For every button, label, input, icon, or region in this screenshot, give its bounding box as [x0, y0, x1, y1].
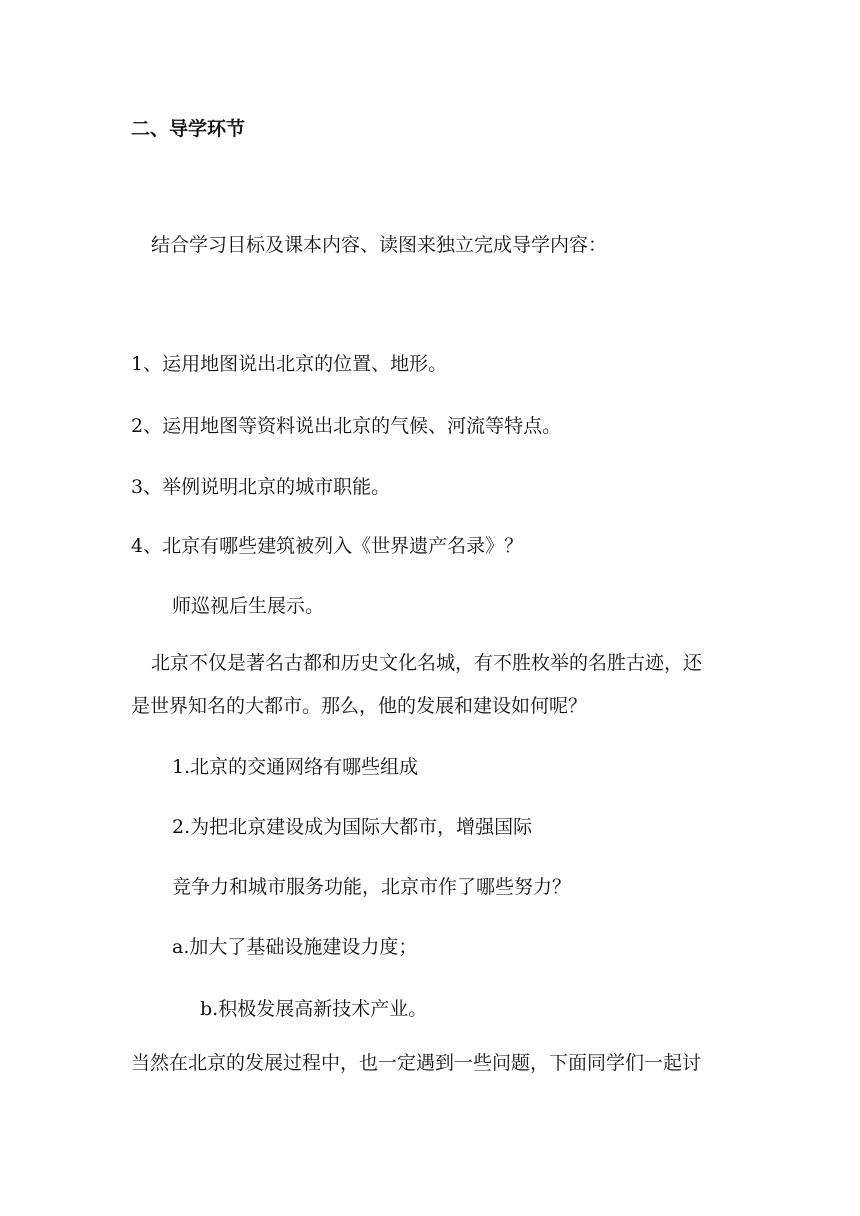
sub-question-2-line-2: 竞争力和城市服务功能，北京市作了哪些努力？ — [172, 876, 572, 898]
answer-a: a.加大了基础设施建设力度； — [172, 936, 418, 958]
paragraph-line-2: 是世界知名的大都市。那么，他的发展和建设如何呢？ — [131, 695, 588, 717]
answer-b: b.积极发展高新技术产业。 — [200, 998, 428, 1020]
section-heading: 二、导学环节 — [131, 118, 246, 140]
question-2: 2、运用地图等资料说出北京的气候、河流等特点。 — [131, 415, 562, 437]
question-3: 3、举例说明北京的城市职能。 — [131, 476, 391, 498]
teacher-note: 师巡视后生展示。 — [172, 595, 325, 617]
question-1: 1、运用地图说出北京的位置、地形。 — [131, 353, 448, 375]
sub-question-2-line-1: 2.为把北京建设成为国际大都市，增强国际 — [172, 816, 533, 838]
intro-text: 结合学习目标及课本内容、读图来独立完成导学内容： — [151, 234, 608, 256]
closing-text: 当然在北京的发展过程中，也一定遇到一些问题，下面同学们一起讨 — [131, 1052, 702, 1074]
paragraph-line-1: 北京不仅是著名古都和历史文化名城，有不胜枚举的名胜古迹，还 — [151, 652, 703, 674]
sub-question-1: 1.北京的交通网络有哪些组成 — [172, 756, 419, 778]
question-4: 4、北京有哪些建筑被列入《世界遗产名录》？ — [131, 535, 524, 557]
